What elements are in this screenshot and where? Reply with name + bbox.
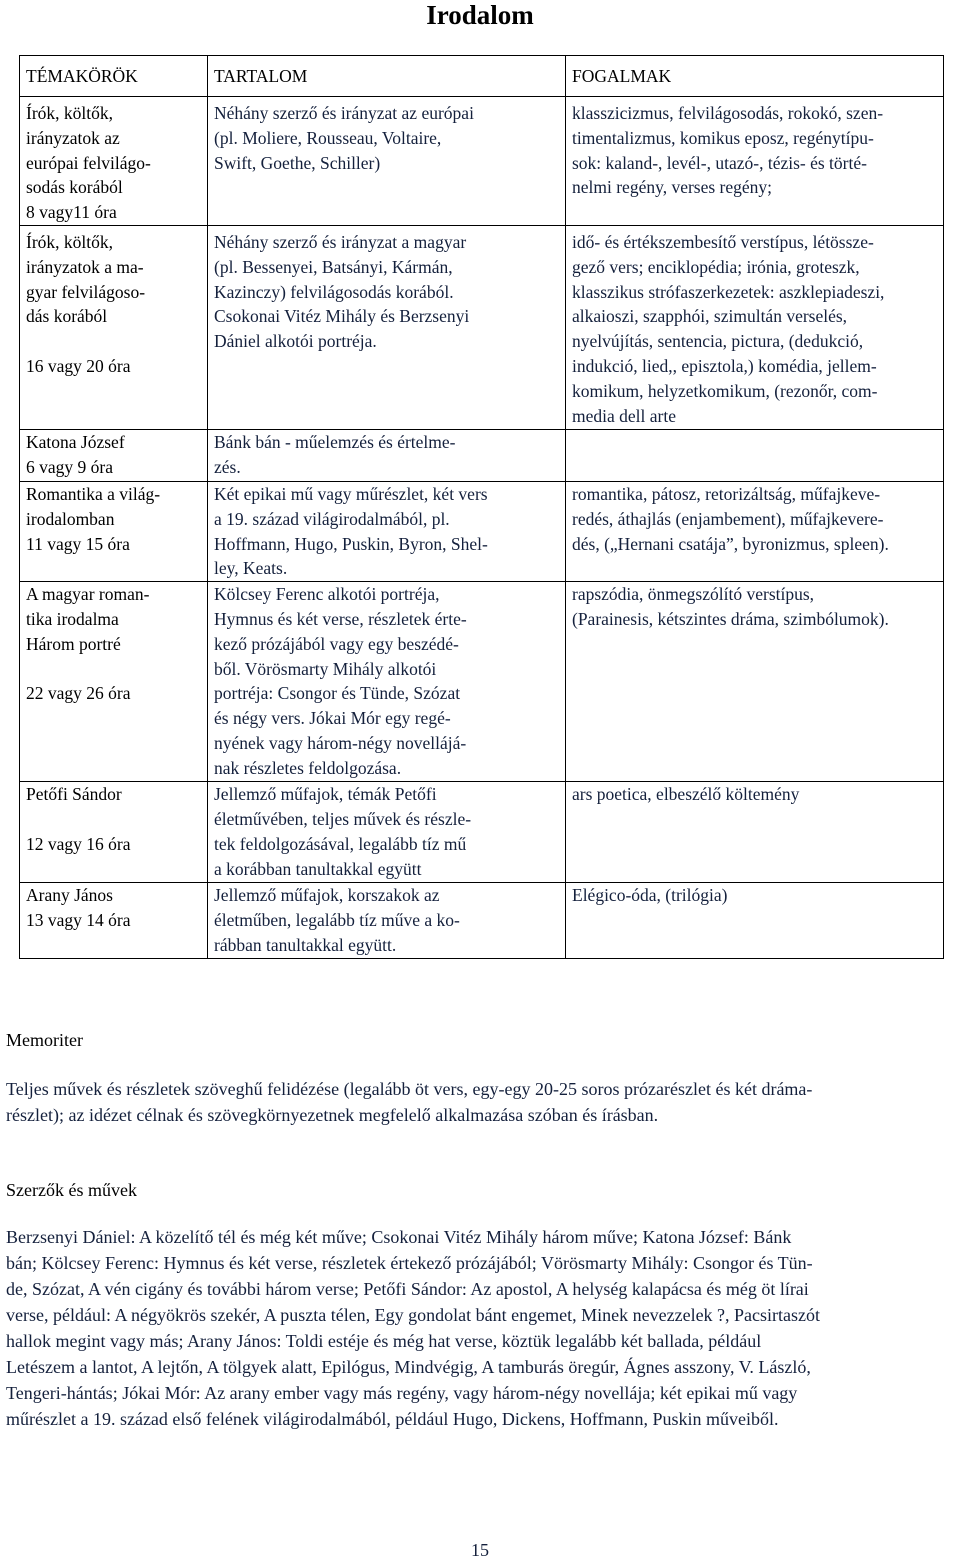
topic-text: A magyar roman- tika irodalma Három portré 22 vagy 26 óra	[26, 584, 150, 704]
concepts-text: Elégico-óda, (trilógia)	[572, 885, 728, 906]
concepts-text: rapszódia, önmegszólító verstípus, (Parainesis, kétszintes dráma, szimbólumok).	[572, 584, 889, 629]
content-cell	[208, 225, 566, 429]
concepts-cell	[566, 225, 944, 429]
concepts-text: klasszicizmus, felvilágosodás, rokokó, szen- timentalizmus, komikus eposz, regénytípu- sok: kaland-, levél-, utazó-, tézis- és törté- nelmi regény, verses regény;	[572, 103, 884, 198]
topic-cell	[20, 225, 208, 429]
curriculum-table	[19, 55, 944, 959]
topic-cell	[20, 429, 208, 481]
table-row	[20, 883, 944, 958]
concepts-cell	[566, 429, 944, 481]
table-row	[20, 481, 944, 581]
concepts-cell	[566, 582, 944, 782]
concepts-text: idő- és értékszembesítő verstípus, létössze- gező vers; enciklopédia; irónia, groteszk, klasszikus strófaszerkezetek: aszklepiadeszi, alkaioszi, szapphói, szimultán verselés, nyelvújítás, sentencia, pictura, (dedukció, indukció, lied,, episztola,) komédia, jellem- komikum, helyzetkomikum, (rezonőr, com- media dell arte	[572, 231, 885, 426]
concepts-cell	[566, 481, 944, 581]
content-cell	[208, 481, 566, 581]
content-text: Jellemző műfajok, témák Petőfi életművében, teljes művek és részle- tek feldolgozásával, legalább tíz mű a korábban tanultakkal együtt	[214, 784, 472, 879]
concepts-cell	[566, 782, 944, 883]
topic-text: Katona József 6 vagy 9 óra	[26, 431, 125, 477]
content-cell	[208, 97, 566, 226]
content-text: Néhány szerző és irányzat a magyar (pl. Bessenyei, Batsányi, Kármán, Kazinczy) felvilágosodás korából. Csokonai Vitéz Mihály és Berzsenyi Dániel alkotói portréja.	[214, 231, 470, 352]
column-header-topics: TÉMAKÖRÖK	[20, 56, 208, 97]
content-text: Kölcsey Ferenc alkotói portréja, Hymnus és két verse, részletek érte- kező prózájából vagy egy beszédé- ből. Vörösmarty Mihály alkotói portréja: Csongor és Tünde, Szózat és négy vers. Jókai Mór egy regé- nyének vagy három-négy novellájá- nak részletes feldolgozása.	[214, 584, 467, 778]
topic-text: Írók, költők, irányzatok a ma- gyar felvilágoso- dás korából 16 vagy 20 óra	[26, 231, 146, 376]
topic-text: Petőfi Sándor 12 vagy 16 óra	[26, 784, 131, 854]
topic-text: Romantika a világ- irodalomban 11 vagy 15 óra	[26, 483, 161, 554]
topic-cell	[20, 782, 208, 883]
content-cell	[208, 883, 566, 958]
column-header-concepts: FOGALMAK	[566, 56, 944, 97]
content-text: Jellemző műfajok, korszakok az életműben, legalább tíz műve a ko- rábban tanultakkal együtt.	[214, 885, 460, 955]
memoriter-text: Teljes művek és részletek szöveghű felidézése (legalább öt vers, egy-egy 20-25 soros prózarészlet és két dráma- részlet); az idézet célnak és szövegkörnyezetnek megfelelő alkalmazása szóban és írásban.	[6, 1079, 813, 1125]
topic-cell	[20, 481, 208, 581]
works-text: Berzsenyi Dániel: A közelítő tél és még két műve; Csokonai Vitéz Mihály három műve; Katona József: Bánk bán; Kölcsey Ferenc: Hymnus és két verse, részletek értekező prózájából; Vörösmarty Mihály: Csongor és Tün- de, Szózat, A vén cigány és további három verse; Petőfi Sándor: Az apostol, A helység kalapácsa és még öt lírai verse, például: A négyökrös szekér, A puszta télen, Egy gondolat bánt engemet, Minek nevezzelek ?, Pacsirtaszót hallok megint vagy más; Arany János: Toldi estéje és még hat verse, köztük legalább két ballada, például Letészem a lantot, A lejtőn, A tölgyek alatt, Epilógus, Mindvégig, A tamburás öregúr, Ágnes asszony, V. László, Tengeri-hántás; Jókai Mór: Az arany ember vagy más regény, vagy három-négy novellája; két epikai mű vagy műrészlet a 19. század első felének világirodalmából, például Hugo, Dickens, Hoffmann, Puskin műveiből.	[6, 1227, 821, 1429]
content-cell	[208, 429, 566, 481]
memoriter-heading: Memoriter	[6, 1030, 83, 1050]
page-number: 15	[471, 1540, 489, 1560]
content-text: Két epikai mű vagy műrészlet, két vers a 19. század világirodalmából, pl. Hoffmann, Hugo, Puskin, Byron, Shel- ley, Keats.	[214, 483, 488, 579]
concepts-text: ars poetica, elbeszélő költemény	[572, 784, 800, 805]
content-text: Bánk bán - műelemzés és értelme- zés.	[214, 431, 456, 477]
concepts-text: romantika, pátosz, retorizáltság, műfajkeve- redés, áthajlás (enjambement), műfajkevere- dés, („Hernani csatája”, byronizmus, spleen).	[572, 483, 889, 554]
table-row	[20, 582, 944, 782]
concepts-cell	[566, 97, 944, 226]
topic-text: Arany János 13 vagy 14 óra	[26, 885, 131, 930]
works-heading: Szerzők és művek	[6, 1180, 137, 1200]
table-header-row	[20, 56, 944, 97]
table-row	[20, 97, 944, 226]
table-row	[20, 429, 944, 481]
page-title: Irodalom	[426, 0, 534, 30]
column-header-content: TARTALOM	[208, 56, 566, 97]
concepts-cell	[566, 883, 944, 958]
topic-cell	[20, 582, 208, 782]
table-row	[20, 225, 944, 429]
topic-cell	[20, 883, 208, 958]
content-cell	[208, 582, 566, 782]
topic-cell	[20, 97, 208, 226]
topic-text: Írók, költők, irányzatok az európai felvilágo- sodás korából 8 vagy11 óra	[26, 103, 151, 223]
content-cell	[208, 782, 566, 883]
table-row	[20, 782, 944, 883]
content-text: Néhány szerző és irányzat az európai (pl. Moliere, Rousseau, Voltaire, Swift, Goethe, Schiller)	[214, 103, 474, 173]
